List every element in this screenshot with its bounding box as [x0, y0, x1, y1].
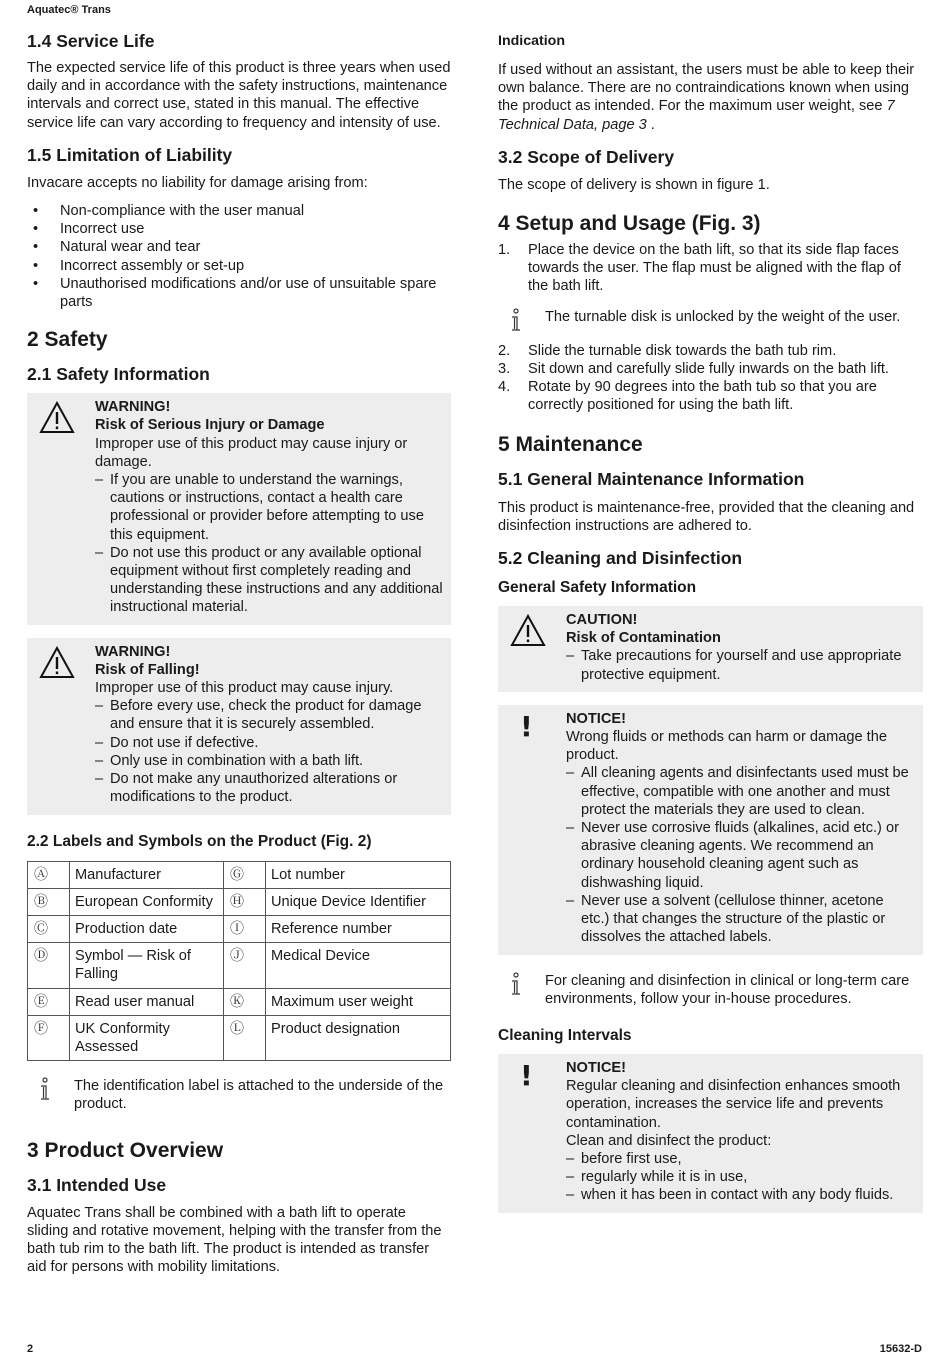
caution-heading: Risk of Contamination	[566, 630, 721, 647]
page-number: 2	[27, 1343, 34, 1355]
setup-steps-b	[498, 342, 923, 415]
caution-box	[498, 606, 923, 692]
section-5-1-text: This product is maintenance-free, provided that the cleaning and disinfection instructions are adhered to.	[498, 499, 915, 534]
warning-heading: Risk of Falling!	[95, 661, 200, 678]
bullet-mark: •	[33, 257, 39, 274]
bullet-mark: •	[33, 221, 39, 238]
notice-item: – Never use a solvent (cellulose thinner, acetone etc.) that changes the structure of the plastic or dissolves the attached labels.	[566, 892, 915, 947]
label-description: Reference number	[266, 915, 451, 942]
label-letter: Ⓖ	[224, 861, 266, 888]
notice-item: – regularly while it is in use,	[566, 1168, 915, 1186]
section-5-2-title: 5.2 Cleaning and Disinfection	[498, 548, 743, 569]
technical-data-link[interactable]: 7 Technical Data, page 3	[498, 98, 895, 133]
info-text: For cleaning and disinfection in clinical or long-term care environments, follow your in-house procedures.	[545, 972, 910, 1007]
caution-label: CAUTION!	[566, 612, 638, 629]
table-row	[28, 861, 451, 888]
labels-table	[27, 861, 451, 1062]
list-item: 1. Place the device on the bath lift, so that its side flap faces towards the user. The flap must be aligned with the flap of the bath lift.	[498, 242, 901, 295]
label-letter: Ⓙ	[224, 943, 266, 988]
section-1-4-text: The expected service life of this product is three years when used daily and in accordance with the safety instructions, maintenance intervals and correct use, stated in this manual. The effective service life can vary according to frequency and intensity of use.	[27, 60, 451, 131]
cleaning-intervals-title: Cleaning Intervals	[498, 1026, 632, 1044]
label-description: Unique Device Identifier	[266, 888, 451, 915]
table-row	[28, 1015, 451, 1060]
indication-text: If used without an assistant, the users must be able to keep their own balance. There are no contraindications known when using the product as intended. For the maximum user weight, see 7 Technical Data, page 3 .	[498, 62, 915, 133]
label-letter: Ⓔ	[28, 988, 70, 1015]
warning-item: – Do not use if defective.	[95, 734, 443, 752]
section-2-1-title: 2.1 Safety Information	[27, 364, 210, 385]
label-description: Read user manual	[70, 988, 224, 1015]
left-column	[27, 28, 451, 1276]
label-letter: Ⓗ	[224, 888, 266, 915]
info-icon	[506, 308, 526, 334]
info-note-clinical	[498, 972, 923, 1008]
notice-item: – All cleaning agents and disinfectants used must be effective, compatible with one another and must protect the materials they are used to clean.	[566, 764, 915, 819]
warning-label: WARNING!	[95, 643, 171, 660]
section-3-title: 3 Product Overview	[27, 1138, 224, 1162]
label-description: Manufacturer	[70, 861, 224, 888]
notice-item: – Never use corrosive fluids (alkalines, acid etc.) or abrasive cleaning agents. We recommend an ordinary household cleaning agent such as dishwashing liquid.	[566, 819, 915, 892]
notice-label: NOTICE!	[566, 1059, 626, 1076]
section-3-2-title: 3.2 Scope of Delivery	[498, 146, 675, 167]
list-item: 2. Slide the turnable disk towards the bath tub rim.	[498, 342, 837, 359]
label-letter: Ⓐ	[28, 861, 70, 888]
warning-item: – Only use in combination with a bath lift.	[95, 752, 443, 770]
section-2-2-title: 2.2 Labels and Symbols on the Product (Fig. 2)	[27, 832, 372, 850]
warning-triangle-icon	[510, 614, 546, 648]
indication-title: Indication	[498, 33, 565, 49]
notice-box-intervals	[498, 1054, 923, 1213]
notice-text: Regular cleaning and disinfection enhances smooth operation, increases the service life and prevents contamination.	[566, 1078, 901, 1131]
warning-triangle-icon	[39, 401, 75, 435]
section-1-5-intro: Invacare accepts no liability for damage arising from:	[27, 174, 368, 191]
document-header: Aquatec® Trans	[27, 4, 111, 16]
warning-text: Improper use of this product may cause injury.	[95, 680, 394, 697]
bullet-mark: •	[33, 239, 39, 256]
section-5-1-title: 5.1 General Maintenance Information	[498, 468, 805, 489]
warning-item: – Do not use this product or any available optional equipment without first completely reading and understanding these instructions and any additional instructional material.	[95, 544, 443, 617]
label-description: Symbol — Risk of Falling	[70, 943, 224, 988]
list-item: • Non-compliance with the user manual	[33, 203, 305, 220]
document-code: 15632-D	[879, 1343, 922, 1355]
table-row	[28, 915, 451, 942]
exclamation-icon: !	[520, 709, 533, 743]
label-letter: Ⓕ	[28, 1015, 70, 1060]
warning-item: – If you are unable to understand the warnings, cautions or instructions, contact a health care professional or provider before attempting to use this equipment.	[95, 471, 443, 544]
bullet-mark: •	[33, 275, 39, 292]
label-description: Production date	[70, 915, 224, 942]
section-5-title: 5 Maintenance	[498, 432, 643, 456]
notice-item: – when it has been in contact with any body fluids.	[566, 1186, 915, 1204]
info-icon	[506, 972, 526, 998]
label-letter: Ⓛ	[224, 1015, 266, 1060]
section-2-title: 2 Safety	[27, 328, 108, 352]
label-letter: Ⓓ	[28, 943, 70, 988]
warning-item: – Before every use, check the product for damage and ensure that it is securely assembled.	[95, 697, 443, 733]
table-row	[28, 943, 451, 988]
label-description: Medical Device	[266, 943, 451, 988]
label-letter: Ⓑ	[28, 888, 70, 915]
exclamation-icon: !	[520, 1058, 533, 1092]
warning-label: WARNING!	[95, 399, 171, 416]
notice-item: – before first use,	[566, 1150, 915, 1168]
bullet-mark: •	[33, 203, 39, 220]
list-item: • Incorrect assembly or set-up	[33, 257, 245, 274]
notice-label: NOTICE!	[566, 710, 626, 727]
info-text: The turnable disk is unlocked by the weight of the user.	[545, 308, 901, 325]
label-description: European Conformity	[70, 888, 224, 915]
list-item: 3. Sit down and carefully slide fully inwards on the bath lift.	[498, 361, 889, 378]
liability-list	[27, 202, 451, 311]
warning-triangle-icon	[39, 646, 75, 680]
section-3-2-text: The scope of delivery is shown in figure 1.	[498, 176, 770, 193]
table-row	[28, 988, 451, 1015]
table-row	[28, 888, 451, 915]
section-3-1-title: 3.1 Intended Use	[27, 1174, 167, 1195]
caution-item: – Take precautions for yourself and use appropriate protective equipment.	[566, 647, 915, 683]
general-safety-title: General Safety Information	[498, 579, 697, 597]
list-item: • Unauthorised modifications and/or use of unsuitable spare parts	[33, 275, 437, 311]
notice-text-2: Clean and disinfect the product:	[566, 1132, 772, 1149]
info-note-turnable-disk	[498, 308, 923, 326]
info-text: The identification label is attached to the underside of the product.	[74, 1078, 444, 1113]
list-item: 4. Rotate by 90 degrees into the bath tub so that you are correctly positioned for using the bath lift.	[498, 379, 877, 414]
label-letter: Ⓘ	[224, 915, 266, 942]
info-note-identification	[27, 1077, 451, 1113]
warning-heading: Risk of Serious Injury or Damage	[95, 417, 325, 434]
warning-box-injury	[27, 393, 451, 624]
warning-text: Improper use of this product may cause injury or damage.	[95, 435, 408, 470]
right-column	[498, 28, 923, 1213]
info-icon	[35, 1077, 55, 1103]
notice-text: Wrong fluids or methods can harm or damage the product.	[566, 729, 887, 764]
label-description: Lot number	[266, 861, 451, 888]
label-description: UK Conformity Assessed	[70, 1015, 224, 1060]
section-4-title: 4 Setup and Usage (Fig. 3)	[498, 212, 761, 236]
warning-item: – Do not make any unauthorized alterations or modifications to the product.	[95, 770, 443, 806]
label-letter: Ⓚ	[224, 988, 266, 1015]
section-1-5-title: 1.5 Limitation of Liability	[27, 144, 233, 165]
label-letter: Ⓒ	[28, 915, 70, 942]
list-item: • Incorrect use	[33, 221, 145, 238]
list-item: • Natural wear and tear	[33, 239, 201, 256]
section-3-1-text: Aquatec Trans shall be combined with a bath lift to operate sliding and rotative movement, helping with the transfer from the bath tub rim to the bath lift. The product is intended as transfer aid for persons with mobility limitations.	[27, 1204, 442, 1276]
section-1-4-title: 1.4 Service Life	[27, 31, 155, 51]
label-description: Product designation	[266, 1015, 451, 1060]
setup-steps-a	[498, 241, 923, 296]
notice-box-fluids	[498, 705, 923, 955]
warning-box-falling	[27, 638, 451, 815]
label-description: Maximum user weight	[266, 988, 451, 1015]
